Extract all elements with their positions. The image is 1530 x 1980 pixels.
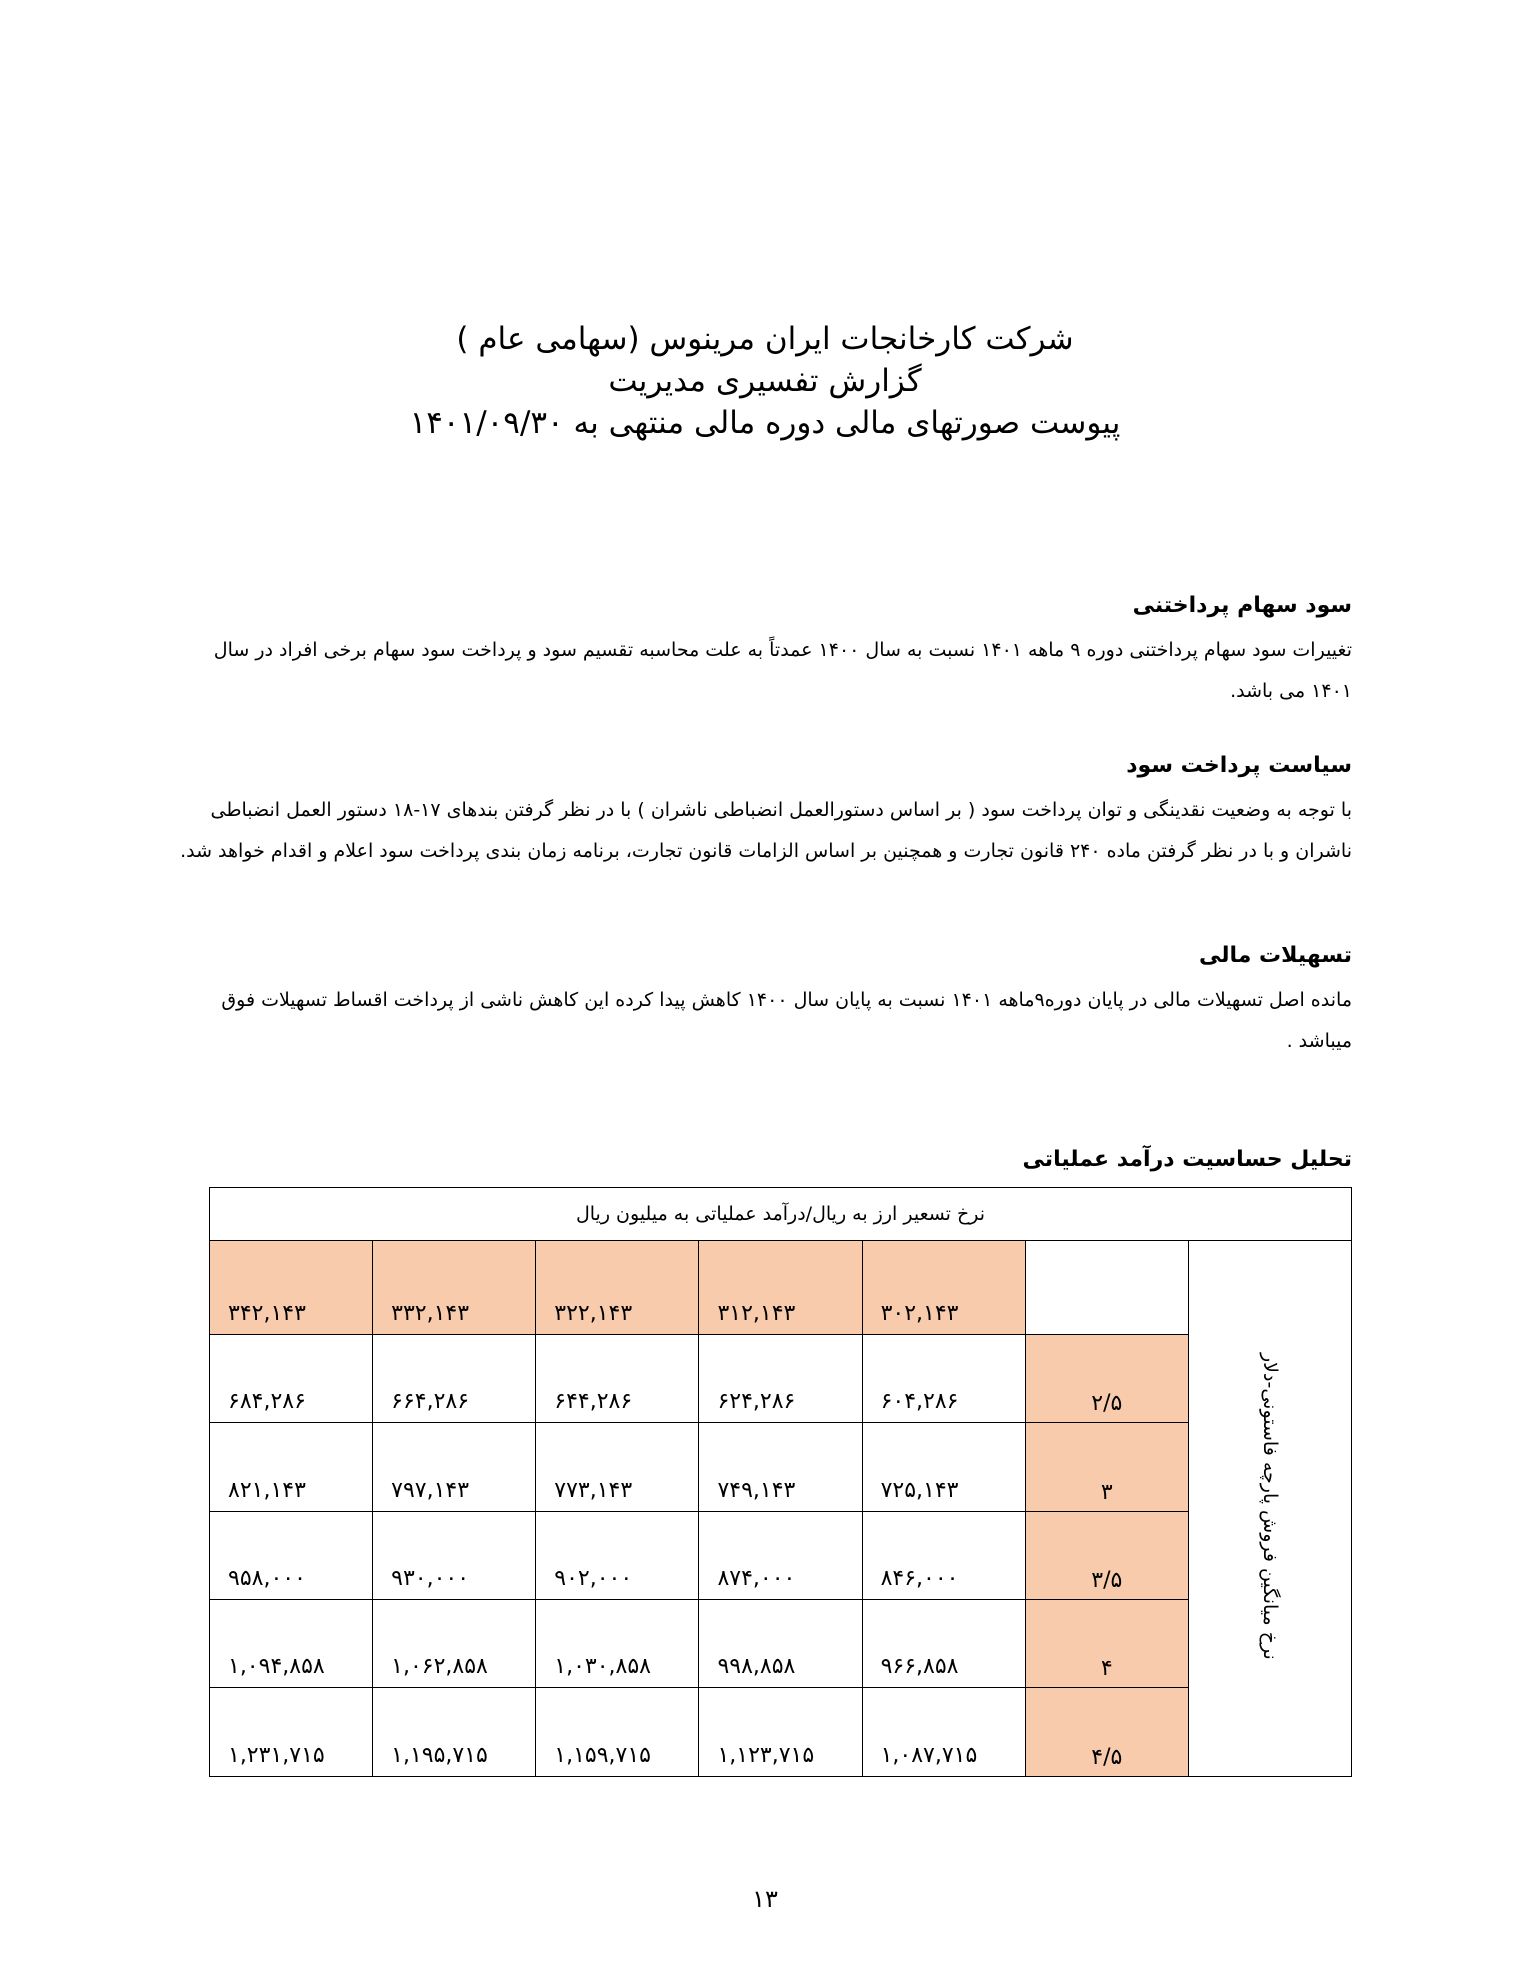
- value-cell: ۶۴۴,۲۸۶: [536, 1335, 699, 1423]
- section-paragraph: تغییرات سود سهام پرداختنی دوره ۹ ماهه ۱۴۰۱ نسبت به سال ۱۴۰۰ عمدتاً به علت محاسبه تقسیم سود و پرداخت سود سهام برخی افراد در سال ۱۴۰۱ می باشد.: [213, 639, 1352, 702]
- section-heading: تحلیل حساسیت درآمد عملیاتی: [1022, 1147, 1352, 1172]
- report-subtitle: پیوست صورتهای مالی دوره مالی منتهی به ۱۴۰۱/۰۹/۳۰: [409, 405, 1121, 441]
- value-cell: ۱,۱۲۳,۷۱۵: [699, 1688, 862, 1777]
- corner-cell: [1025, 1241, 1188, 1335]
- value-cell: ۱,۰۶۲,۸۵۸: [373, 1600, 536, 1688]
- value-cell: ۱,۱۵۹,۷۱۵: [536, 1688, 699, 1777]
- value-cell: ۱,۲۳۱,۷۱۵: [210, 1688, 373, 1777]
- section-heading: سود سهام پرداختنی: [1132, 593, 1352, 618]
- dollar-rate-cell: ۴: [1025, 1600, 1188, 1688]
- exchange-rate-header: ۳۱۲,۱۴۳: [699, 1241, 862, 1335]
- table-row: [210, 1423, 1352, 1511]
- value-cell: ۶۶۴,۲۸۶: [373, 1335, 536, 1423]
- exchange-rate-header: ۳۲۲,۱۴۳: [536, 1241, 699, 1335]
- table-row: [210, 1600, 1352, 1688]
- value-cell: ۸۲۱,۱۴۳: [210, 1423, 373, 1511]
- section-paragraph: با توجه به وضعیت نقدینگی و توان پرداخت سود ( بر اساس دستورالعمل انضباطی ناشران ) با در نظر گرفتن بندهای ۱۷-۱۸ دستور العمل انضباطی ناشران و با در نظر گرفتن ماده ۲۴۰ قانون تجارت و همچنین بر اساس الزامات قانون تجارت، برنامه زمان بندی پرداخت سود اعلام و اقدام خواهد شد.: [180, 799, 1352, 862]
- sensitivity-table: [209, 1187, 1352, 1777]
- value-cell: ۶۰۴,۲۸۶: [862, 1335, 1025, 1423]
- value-cell: ۱,۰۳۰,۸۵۸: [536, 1600, 699, 1688]
- dollar-rate-cell: ۲/۵: [1025, 1335, 1188, 1423]
- value-cell: ۹۶۶,۸۵۸: [862, 1600, 1025, 1688]
- table-row: [210, 1688, 1352, 1777]
- section-heading: سیاست پرداخت سود: [1126, 753, 1352, 778]
- value-cell: ۷۷۳,۱۴۳: [536, 1423, 699, 1511]
- value-cell: ۶۲۴,۲۸۶: [699, 1335, 862, 1423]
- value-cell: ۷۴۹,۱۴۳: [699, 1423, 862, 1511]
- value-cell: ۶۸۴,۲۸۶: [210, 1335, 373, 1423]
- table-row: [210, 1335, 1352, 1423]
- side-label-cell: [1188, 1241, 1351, 1777]
- section-dividends-payable: [180, 588, 1352, 712]
- section-sensitivity: [180, 1142, 1352, 1178]
- table-row: [210, 1511, 1352, 1599]
- dollar-rate-cell: ۴/۵: [1025, 1688, 1188, 1777]
- value-cell: ۷۹۷,۱۴۳: [373, 1423, 536, 1511]
- section-heading: تسهیلات مالی: [1198, 943, 1352, 968]
- company-name: شرکت کارخانجات ایران مرینوس (سهامی عام ): [456, 321, 1074, 357]
- page-number: ۱۳: [752, 1885, 778, 1913]
- report-header: [0, 318, 1530, 444]
- value-cell: ۹۰۲,۰۰۰: [536, 1511, 699, 1599]
- value-cell: ۱,۱۹۵,۷۱۵: [373, 1688, 536, 1777]
- exchange-rate-header: ۳۳۲,۱۴۳: [373, 1241, 536, 1335]
- table-caption: نرخ تسعیر ارز به ریال/درآمد عملیاتی به میلیون ریال: [210, 1188, 1352, 1241]
- side-label: نرخ میانگین فروش پارچه فاستونی-دلار: [1258, 1353, 1281, 1660]
- value-cell: ۷۲۵,۱۴۳: [862, 1423, 1025, 1511]
- report-title: گزارش تفسیری مدیریت: [608, 363, 922, 399]
- value-cell: ۸۷۴,۰۰۰: [699, 1511, 862, 1599]
- value-cell: ۹۹۸,۸۵۸: [699, 1600, 862, 1688]
- value-cell: ۹۵۸,۰۰۰: [210, 1511, 373, 1599]
- section-dividend-policy: [180, 748, 1352, 872]
- value-cell: ۱,۰۹۴,۸۵۸: [210, 1600, 373, 1688]
- value-cell: ۱,۰۸۷,۷۱۵: [862, 1688, 1025, 1777]
- value-cell: ۸۴۶,۰۰۰: [862, 1511, 1025, 1599]
- value-cell: ۹۳۰,۰۰۰: [373, 1511, 536, 1599]
- dollar-rate-cell: ۳: [1025, 1423, 1188, 1511]
- section-financial-facilities: [180, 938, 1352, 1062]
- exchange-rate-header: ۳۴۲,۱۴۳: [210, 1241, 373, 1335]
- section-paragraph: مانده اصل تسهیلات مالی در پایان دوره۹ماهه ۱۴۰۱ نسبت به پایان سال ۱۴۰۰ کاهش پیدا کرده این کاهش ناشی از پرداخت اقساط تسهیلات فوق میباشد .: [221, 989, 1352, 1052]
- dollar-rate-cell: ۳/۵: [1025, 1511, 1188, 1599]
- exchange-rate-header: ۳۰۲,۱۴۳: [862, 1241, 1025, 1335]
